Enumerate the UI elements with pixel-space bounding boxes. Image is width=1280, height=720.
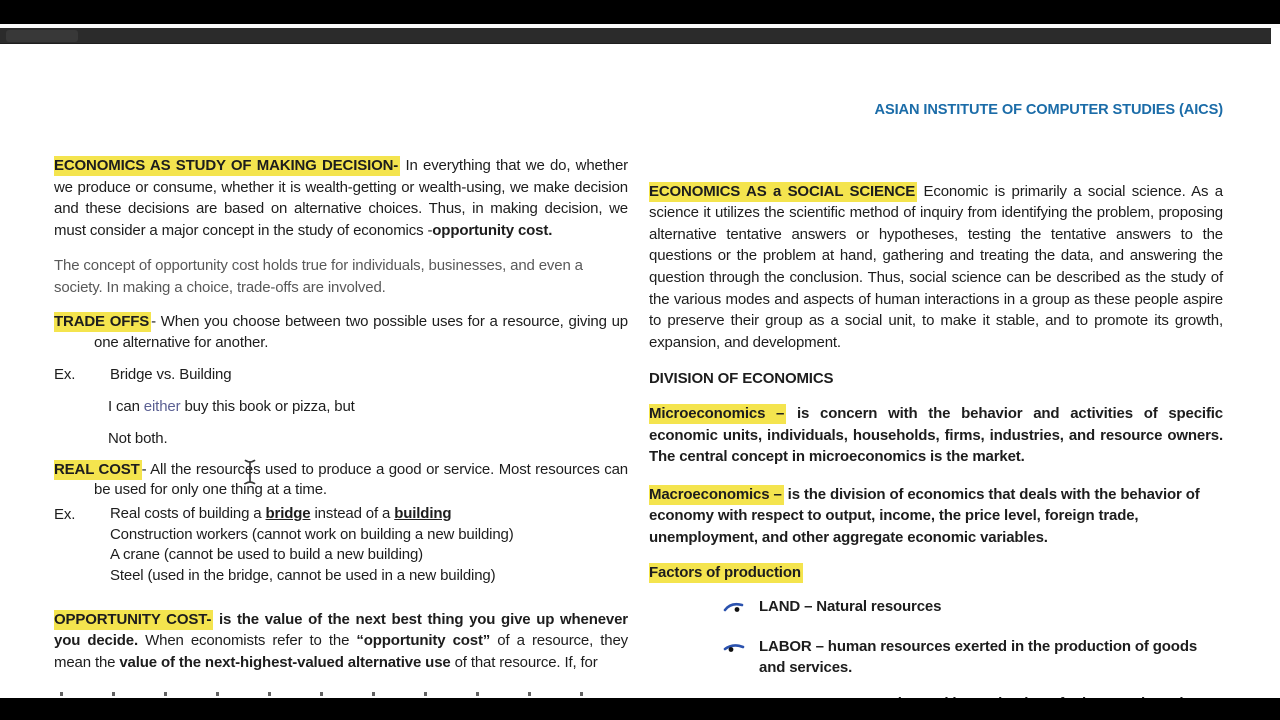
heading-economics-decision: ECONOMICS AS STUDY OF MAKING DECISION- (54, 157, 399, 174)
heading-factors-of-production: Factors of production (649, 563, 801, 581)
paragraph-microeconomics: Microeconomics – is concern with the behavior and activities of specific economic units, individuals, households, firms, industries, and resource owners. The central concept in microeconomics is the market. (649, 404, 1223, 466)
heading-real-cost: REAL COST (54, 460, 140, 478)
example-line-bridge: Real costs of building a bridge instead of a building (110, 505, 452, 523)
either-word: either (143, 398, 181, 416)
example-label: Ex. (54, 365, 76, 383)
clipped-text-fragments (60, 692, 620, 696)
swoosh-bullet-icon (723, 596, 759, 621)
factor-item-land (649, 596, 1223, 621)
heading-social-science: ECONOMICS AS a SOCIAL SCIENCE (649, 182, 916, 200)
paragraph-opportunity-concept: The concept of opportunity cost holds true for individuals, businesses, and even a society. In making a choice, trade-offs are involved. (54, 257, 583, 296)
factor-text: LABOR – human resources exerted in the production of goods and services. (759, 637, 1198, 677)
left-column (54, 44, 628, 673)
example-lines (110, 504, 628, 586)
paragraph-macroeconomics: Macroeconomics – is the division of economics that deals with the behavior of economy with respect to output, income, the price level, foreign trade, unemployment, and other aggregate economic variables. (649, 485, 1200, 546)
example-line-steel: Steel (used in the bridge, cannot be used in a new building) (110, 566, 496, 584)
document-page (0, 44, 1280, 698)
example-real-cost (54, 504, 628, 586)
toolbar-tab-shape (6, 30, 78, 42)
example-text: Bridge vs. Building (110, 365, 232, 383)
example-bridge-vs-building (54, 364, 628, 386)
paragraph-real-cost: REAL COST - All the resources used to produce a good or service. Most resources can be used for only one thing at a time. (54, 460, 628, 499)
example-label: Ex. (54, 506, 76, 524)
heading-macroeconomics: Macroeconomics – (649, 485, 782, 503)
paragraph-social-science: ECONOMICS AS a SOCIAL SCIENCE Economic is primarily a social science. As a science it utilizes the scientific method of inquiry from identifying the problem, proposing alternative tentative answers or hypotheses, testing the tentative answers to the questions or the problem at hand, gathering and treating the data, and answering the question through the conclusion. Thus, social science can be described as the study of the various modes and aspects of human interactions in a group as these people aspire to preserve their group as a social unit, to make it stable, and to promote its growth, expansion, and development. (649, 182, 1223, 351)
heading-trade-offs: TRADE OFFS (54, 312, 150, 330)
letterbox-top-bar (0, 0, 1280, 24)
paragraph-opportunity-cost: OPPORTUNITY COST- is the value of the next best thing you give up whenever you decide. When economists refer to the “opportunity cost” of a resource, they mean the value of the next-highest-valued alternative use of that resource. If, for (54, 610, 628, 671)
swoosh-bullet-icon (723, 636, 759, 679)
paragraph-trade-offs: TRADE OFFS - When you choose between two possible uses for a resource, giving up one alternative for another. (54, 312, 628, 352)
heading-microeconomics: Microeconomics – (649, 404, 785, 422)
line-i-can-either: I can either buy this book or pizza, but (108, 398, 355, 416)
factor-item-labor (649, 636, 1223, 679)
letterbox-bottom-bar (0, 698, 1280, 720)
institute-header: ASIAN INSTITUTE OF COMPUTER STUDIES (AICS) (874, 102, 1223, 118)
dark-toolbar-strip (0, 28, 1271, 44)
line-not-both: Not both. (108, 429, 168, 447)
example-line-workers: Construction workers (cannot work on building a new building) (110, 525, 514, 543)
factor-text: LAND – Natural resources (759, 598, 942, 616)
heading-opportunity-cost: OPPORTUNITY COST- (54, 610, 212, 628)
heading-division-of-economics: DIVISION OF ECONOMICS (649, 370, 834, 388)
right-column (649, 44, 1223, 717)
example-line-crane: A crane (cannot be used to build a new building) (110, 546, 424, 564)
paragraph-economics-decision: ECONOMICS AS STUDY OF MAKING DECISION- In everything that we do, whether we produce or consume, whether it is wealth-getting or wealth-using, we make decision and these decisions are based on alternative choices. Thus, in making decision, we must consider a major concept in the study of economics -opportunity cost. (54, 157, 628, 239)
ibeam-cursor (242, 458, 258, 491)
